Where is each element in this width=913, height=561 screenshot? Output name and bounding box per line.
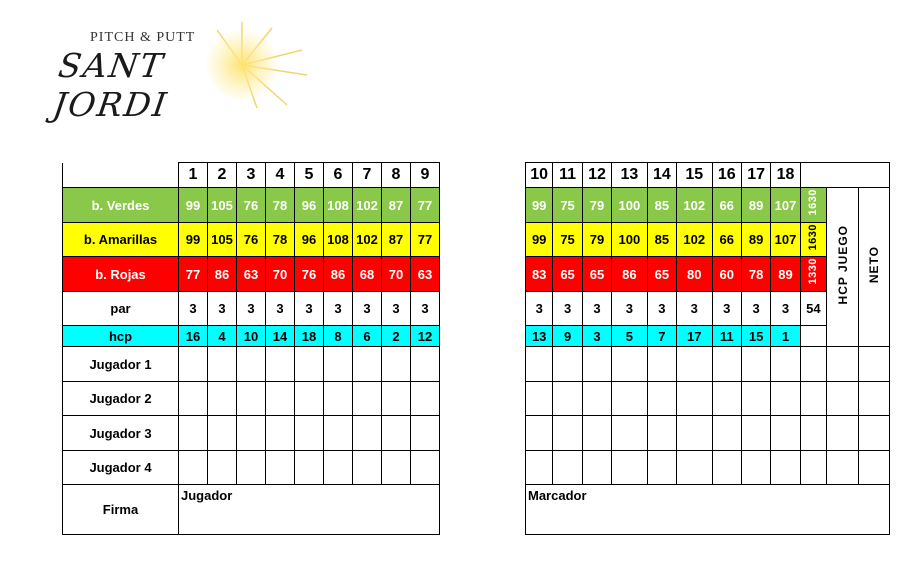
score-cell[interactable] [553,347,582,382]
distance-cell: 60 [712,257,741,292]
total-verdes: 1630 [807,189,820,216]
total-amarillas: 1630 [807,223,820,251]
hcp-juego-cell[interactable] [827,416,859,451]
score-cell[interactable] [582,382,611,416]
hole-number: 6 [324,163,353,188]
par-cell: 3 [295,292,324,326]
distance-cell: 87 [382,223,411,257]
corner-cell [63,163,179,188]
player-row [526,347,890,382]
hcp-cell: 4 [208,326,237,347]
hole-number: 11 [553,163,582,188]
score-cell[interactable] [411,347,440,382]
player-row [63,347,440,382]
score-cell[interactable] [382,347,411,382]
player-label: Jugador 3 [63,416,179,451]
distance-cell: 99 [179,188,208,223]
hcp-cell: 3 [582,326,611,347]
hcp-cell: 18 [295,326,324,347]
score-cell[interactable] [582,451,611,485]
score-cell[interactable] [411,382,440,416]
score-cell[interactable] [237,347,266,382]
firma-label: Firma [63,485,179,535]
total-cell [800,188,826,223]
distance-cell: 100 [612,223,647,257]
distance-cell: 99 [526,223,553,257]
neto-header [859,188,890,347]
distance-cell: 83 [526,257,553,292]
score-cell[interactable] [237,451,266,485]
total-header-cell [800,163,826,188]
neto-cell[interactable] [859,382,890,416]
distance-cell: 102 [677,188,712,223]
score-cell[interactable] [771,382,800,416]
total-par-cell: 54 [800,292,826,326]
score-cell[interactable] [712,416,741,451]
hcp-cell: 12 [411,326,440,347]
par-cell: 3 [208,292,237,326]
distance-cell: 78 [266,223,295,257]
score-cell[interactable] [179,451,208,485]
distance-cell: 66 [712,223,741,257]
front-nine-table [62,162,440,535]
player-row [63,382,440,416]
score-cell[interactable] [612,416,647,451]
hcp-cell: 1 [771,326,800,347]
distance-cell: 99 [179,223,208,257]
score-cell[interactable] [295,416,324,451]
distance-cell: 65 [647,257,676,292]
score-cell[interactable] [179,382,208,416]
hole-number: 9 [411,163,440,188]
distance-cell: 76 [295,257,324,292]
score-cell[interactable] [771,451,800,485]
score-cell[interactable] [324,347,353,382]
score-cell[interactable] [295,347,324,382]
player-row [63,416,440,451]
hcp-cell: 6 [353,326,382,347]
distance-cell: 102 [677,223,712,257]
signature-field-jugador[interactable] [179,485,440,535]
distance-cell: 86 [612,257,647,292]
score-cell[interactable] [353,416,382,451]
hole-number: 5 [295,163,324,188]
par-cell: 3 [179,292,208,326]
row-verdes [63,188,440,223]
distance-cell: 100 [612,188,647,223]
score-cell[interactable] [712,382,741,416]
score-cell[interactable] [526,382,553,416]
distance-cell: 108 [324,223,353,257]
par-cell: 3 [411,292,440,326]
score-cell[interactable] [526,347,553,382]
score-cell[interactable] [582,347,611,382]
hcp-juego-cell[interactable] [827,382,859,416]
total-rojas: 1330 [807,258,820,285]
score-cell[interactable] [647,347,676,382]
row-label: par [63,292,179,326]
score-cell[interactable] [324,451,353,485]
distance-cell: 65 [553,257,582,292]
distance-cell: 63 [411,257,440,292]
distance-cell: 108 [324,188,353,223]
distance-cell: 89 [741,188,770,223]
total-score-cell[interactable] [800,347,826,382]
par-cell: 3 [677,292,712,326]
hole-number: 8 [382,163,411,188]
score-cell[interactable] [741,416,770,451]
hole-number: 2 [208,163,237,188]
hcp-cell: 5 [612,326,647,347]
hole-number: 12 [582,163,611,188]
score-cell[interactable] [266,451,295,485]
signature-field-marcador[interactable] [526,485,890,535]
signature-label: Jugador [181,488,233,503]
distance-cell: 89 [771,257,800,292]
distance-cell: 85 [647,223,676,257]
distance-cell: 66 [712,188,741,223]
player-row [526,382,890,416]
hcp-juego-cell[interactable] [827,451,859,485]
hcp-cell: 16 [179,326,208,347]
hcp-cell: 7 [647,326,676,347]
hole-numbers-row [63,163,440,188]
hole-number: 3 [237,163,266,188]
score-cell[interactable] [295,451,324,485]
score-cell[interactable] [741,347,770,382]
hcp-cell: 13 [526,326,553,347]
distance-cell: 85 [647,188,676,223]
row-label: b. Verdes [63,188,179,223]
logo [50,18,267,124]
score-cell[interactable] [582,416,611,451]
player-label: Jugador 4 [63,451,179,485]
hcp-cell: 11 [712,326,741,347]
distance-cell: 99 [526,188,553,223]
distance-cell: 77 [411,223,440,257]
hcp-cell: 8 [324,326,353,347]
hole-number: 13 [612,163,647,188]
score-cell[interactable] [208,451,237,485]
neto-label: NETO [867,245,882,284]
score-cell[interactable] [677,416,712,451]
neto-cell[interactable] [859,416,890,451]
score-cell[interactable] [771,347,800,382]
score-cell[interactable] [677,347,712,382]
row-rojas [63,257,440,292]
neto-cell[interactable] [859,347,890,382]
distance-cell: 63 [237,257,266,292]
distance-cell: 102 [353,188,382,223]
logo-subtitle: PITCH & PUTT [90,30,196,45]
par-cell: 3 [553,292,582,326]
score-cell[interactable] [411,416,440,451]
distance-cell: 105 [208,223,237,257]
score-cell[interactable] [324,382,353,416]
score-cell[interactable] [266,347,295,382]
score-cell[interactable] [612,451,647,485]
distance-cell: 79 [582,223,611,257]
score-cell[interactable] [647,451,676,485]
distance-cell: 75 [553,188,582,223]
score-cell[interactable] [553,382,582,416]
distance-cell: 70 [382,257,411,292]
hcp-cell: 10 [237,326,266,347]
score-cell[interactable] [382,382,411,416]
distance-cell: 86 [324,257,353,292]
row-label: b. Amarillas [63,223,179,257]
hcp-cell: 14 [266,326,295,347]
score-cell[interactable] [612,347,647,382]
score-cell[interactable] [647,382,676,416]
par-cell: 3 [712,292,741,326]
score-cell[interactable] [553,416,582,451]
score-cell[interactable] [324,416,353,451]
hcp-cell: 9 [553,326,582,347]
score-cell[interactable] [179,416,208,451]
score-cell[interactable] [553,451,582,485]
score-cell[interactable] [612,382,647,416]
distance-cell: 89 [741,223,770,257]
score-cell[interactable] [741,451,770,485]
hole-number: 14 [647,163,676,188]
score-cell[interactable] [353,451,382,485]
total-cell [800,223,826,257]
hcp-juego-header [827,188,859,347]
distance-cell: 86 [208,257,237,292]
distance-cell: 107 [771,188,800,223]
total-cell [800,257,826,292]
hcp-juego-label: HCP JUEGO [835,224,850,305]
distance-cell: 75 [553,223,582,257]
score-cell[interactable] [237,416,266,451]
hcp-juego-cell[interactable] [827,347,859,382]
score-cell[interactable] [712,347,741,382]
player-row [63,451,440,485]
par-cell: 3 [382,292,411,326]
hole-number: 1 [179,163,208,188]
distance-cell: 78 [741,257,770,292]
distance-cell: 80 [677,257,712,292]
distance-cell: 77 [179,257,208,292]
blank-header-cell [827,163,859,188]
hole-numbers-row [526,163,890,188]
row-label: hcp [63,326,179,347]
par-cell: 3 [526,292,553,326]
par-cell: 3 [647,292,676,326]
distance-cell: 68 [353,257,382,292]
distance-cell: 102 [353,223,382,257]
score-cell[interactable] [353,347,382,382]
score-cell[interactable] [411,451,440,485]
hole-number: 7 [353,163,382,188]
blank-cell [800,326,826,347]
distance-cell: 107 [771,223,800,257]
score-cell[interactable] [266,416,295,451]
score-cell[interactable] [353,382,382,416]
score-cell[interactable] [266,382,295,416]
par-cell: 3 [741,292,770,326]
player-label: Jugador 2 [63,382,179,416]
distance-cell: 77 [411,188,440,223]
row-verdes [526,188,890,223]
distance-cell: 70 [266,257,295,292]
blank-header-cell [859,163,890,188]
distance-cell: 79 [582,188,611,223]
par-cell: 3 [324,292,353,326]
distance-cell: 76 [237,223,266,257]
par-cell: 3 [612,292,647,326]
par-cell: 3 [237,292,266,326]
row-hcp [63,326,440,347]
total-score-cell[interactable] [800,382,826,416]
distance-cell: 87 [382,188,411,223]
score-cell[interactable] [712,451,741,485]
score-cell[interactable] [741,382,770,416]
distance-cell: 105 [208,188,237,223]
player-row [526,416,890,451]
neto-cell[interactable] [859,451,890,485]
distance-cell: 65 [582,257,611,292]
hole-number: 10 [526,163,553,188]
par-cell: 3 [771,292,800,326]
row-amarillas [63,223,440,257]
score-cell[interactable] [382,416,411,451]
par-cell: 3 [582,292,611,326]
score-cell[interactable] [179,347,208,382]
hcp-cell: 2 [382,326,411,347]
player-row [526,451,890,485]
distance-cell: 96 [295,223,324,257]
total-score-cell[interactable] [800,416,826,451]
back-nine-table [525,162,890,535]
par-cell: 3 [353,292,382,326]
score-cell[interactable] [677,382,712,416]
firma-row [526,485,890,535]
score-cell[interactable] [677,451,712,485]
par-cell: 3 [266,292,295,326]
signature-label: Marcador [528,488,587,503]
score-cell[interactable] [647,416,676,451]
score-cell[interactable] [295,382,324,416]
distance-cell: 96 [295,188,324,223]
row-label: b. Rojas [63,257,179,292]
player-label: Jugador 1 [63,347,179,382]
score-cell[interactable] [526,416,553,451]
firma-row [63,485,440,535]
hole-number: 15 [677,163,712,188]
hole-number: 4 [266,163,295,188]
score-cell[interactable] [526,451,553,485]
score-cell[interactable] [237,382,266,416]
logo-title: SANT JORDI [50,46,171,124]
hole-number: 17 [741,163,770,188]
distance-cell: 78 [266,188,295,223]
hole-number: 18 [771,163,800,188]
hole-number: 16 [712,163,741,188]
total-score-cell[interactable] [800,451,826,485]
score-cell[interactable] [771,416,800,451]
distance-cell: 76 [237,188,266,223]
score-cell[interactable] [382,451,411,485]
hcp-cell: 17 [677,326,712,347]
score-cell[interactable] [208,347,237,382]
row-par [63,292,440,326]
hcp-cell: 15 [741,326,770,347]
score-cell[interactable] [208,382,237,416]
score-cell[interactable] [208,416,237,451]
